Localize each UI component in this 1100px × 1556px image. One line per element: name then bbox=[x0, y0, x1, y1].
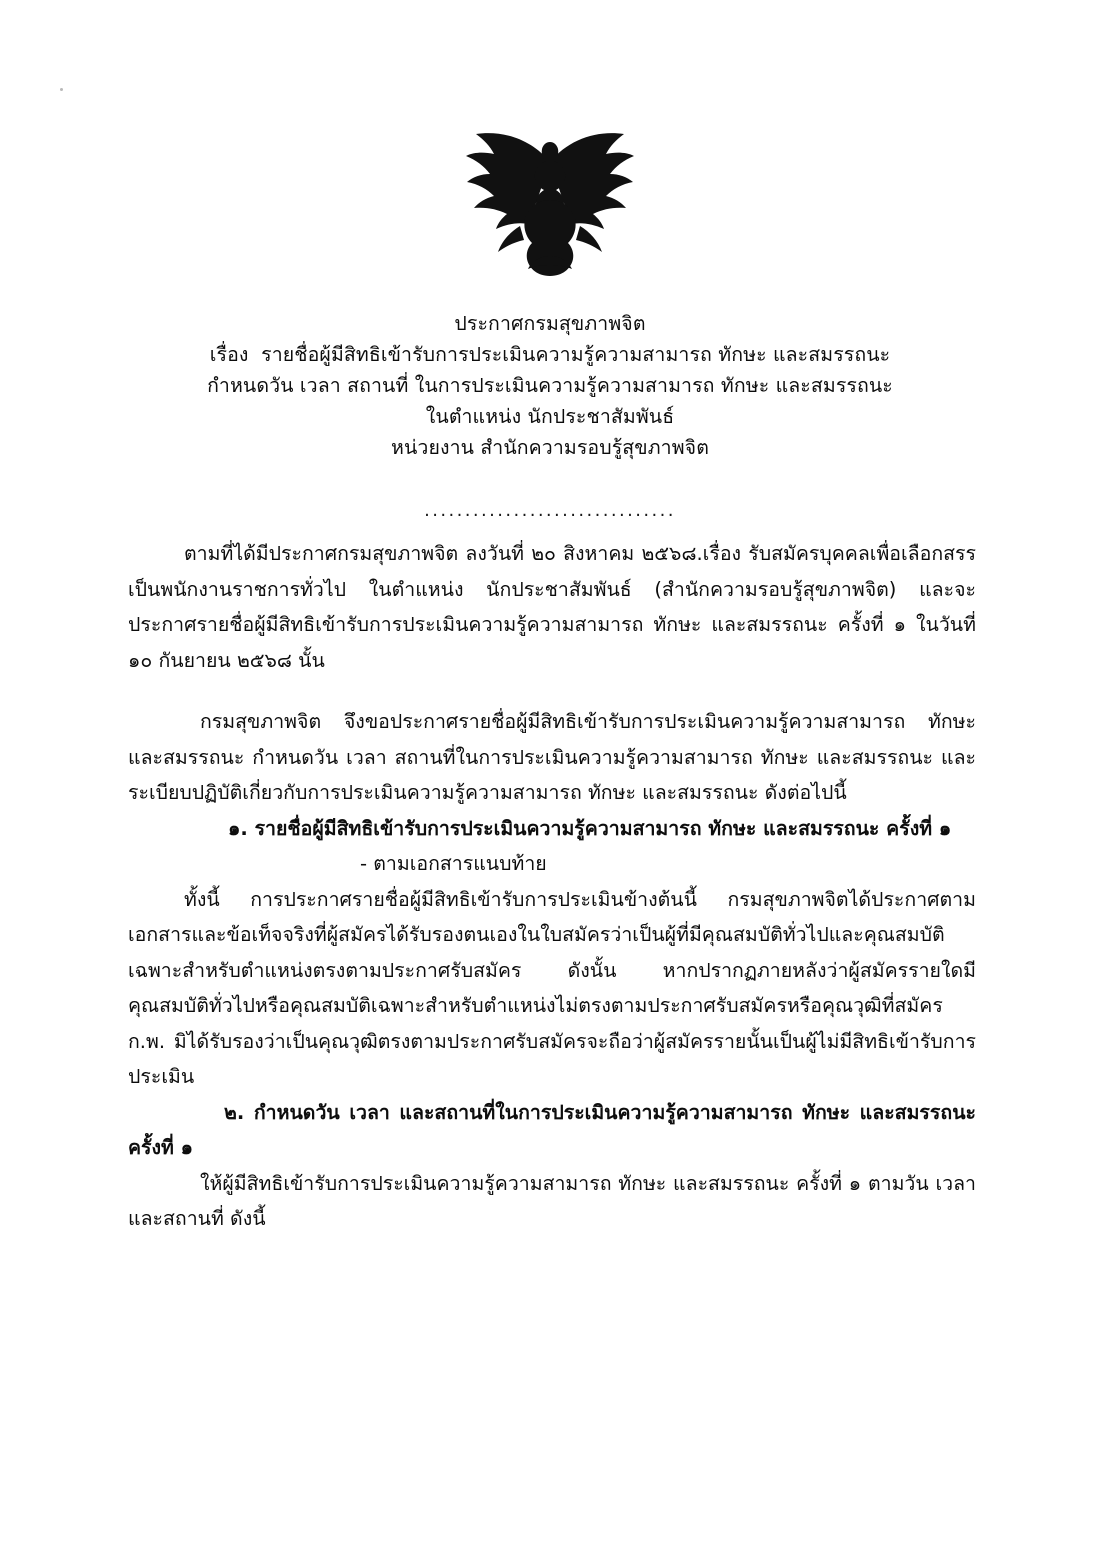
page-speck bbox=[60, 88, 63, 91]
header-line-1: ประกาศกรมสุขภาพจิต bbox=[454, 312, 646, 335]
header-line-5: หน่วยงาน สำนักความรอบรู้สุขภาพจิต bbox=[391, 436, 709, 459]
document-header bbox=[0, 308, 1100, 463]
section-heading-1: ๑. รายชื่อผู้มีสิทธิเข้ารับการประเมินความรู้ความสามารถ ทักษะ และสมรรถนะ ครั้งที่ ๑ bbox=[228, 816, 952, 840]
header-line-3: กำหนดวัน เวลา สถานที่ ในการประเมินความรู้ความสามารถ ทักษะ และสมรรถนะ bbox=[207, 374, 893, 397]
paragraph-1: ตามที่ได้มีประกาศกรมสุขภาพจิต ลงวันที่ ๒๐ สิงหาคม ๒๕๖๘.เรื่อง รับสมัครบุคคลเพื่อเลือกสรรเป็นพนักงานราชการทั่วไป ในตำแหน่ง นักประชาสัมพันธ์ (สำนักความรอบรู้สุขภาพจิต) และจะประกาศรายชื่อผู้มีสิทธิเข้ารับการประเมินความรู้ความสามารถ ทักษะ และสมรรถนะ ครั้งที่ ๑ ในวันที่ ๑๐ กันยายน ๒๕๖๘ นั้น bbox=[128, 542, 976, 672]
divider: ............................... bbox=[424, 500, 676, 521]
header-line-2: เรื่อง รายชื่อผู้มีสิทธิเข้ารับการประเมินความรู้ความสามารถ ทักษะ และสมรรถนะ bbox=[209, 343, 891, 366]
paragraph-3: ทั้งนี้ การประกาศรายชื่อผู้มีสิทธิเข้ารับการประเมินข้างต้นนี้ กรมสุขภาพจิตได้ประกาศตามเอกสารและข้อเท็จจริงที่ผู้สมัครได้รับรองตนเองในใบสมัครว่าเป็นผู้ที่มีคุณสมบัติทั่วไปและคุณสมบัติเฉพาะสำหรับตำแหน่งตรงตามประกาศรับสมัคร ดังนั้น หากปรากฏภายหลังว่าผู้สมัครรายใดมีคุณสมบัติทั่วไปหรือคุณสมบัติเฉพาะสำหรับตำแหน่งไม่ตรงตามประกาศรับสมัครหรือคุณวุฒิที่สมัคร ก.พ. มิได้รับรองว่าเป็นคุณวุฒิตรงตามประกาศรับสมัครจะถือว่าผู้สมัครรายนั้นเป็นผู้ไม่มีสิทธิเข้ารับการประเมิน bbox=[128, 887, 976, 1088]
header-line-4: ในตำแหน่ง นักประชาสัมพันธ์ bbox=[425, 405, 675, 428]
garuda-emblem bbox=[0, 122, 1100, 282]
section-heading-1-subitem: - ตามเอกสารแนบท้าย bbox=[360, 852, 547, 875]
paragraph-4: ให้ผู้มีสิทธิเข้ารับการประเมินความรู้ความสามารถ ทักษะ และสมรรถนะ ครั้งที่ ๑ ตามวัน เวลา และสถานที่ ดังนี้ bbox=[128, 1171, 976, 1230]
document-body bbox=[128, 536, 976, 1237]
section-heading-2: ๒. กำหนดวัน เวลา และสถานที่ในการประเมินความรู้ความสามารถ ทักษะ และสมรรถนะ ครั้งที่ ๑ bbox=[128, 1100, 976, 1159]
paragraph-2: กรมสุขภาพจิต จึงขอประกาศรายชื่อผู้มีสิทธิเข้ารับการประเมินความรู้ความสามารถ ทักษะ และสมรรถนะ กำหนดวัน เวลา สถานที่ในการประเมินความรู้ความสามารถ ทักษะ และสมรรถนะ และระเบียบปฏิบัติเกี่ยวกับการประเมินความรู้ความสามารถ ทักษะ และสมรรถนะ ดังต่อไปนี้ bbox=[128, 710, 976, 804]
